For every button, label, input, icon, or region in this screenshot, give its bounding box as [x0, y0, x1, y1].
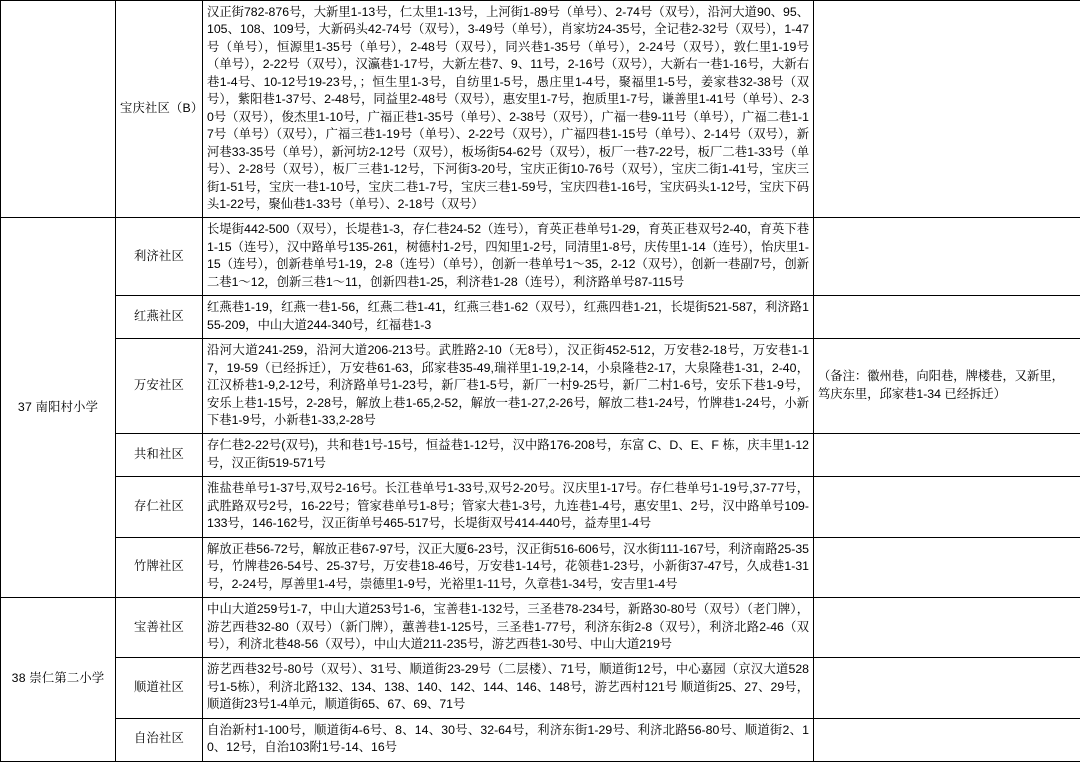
school-cell: 38 崇仁第二小学 [1, 598, 116, 762]
note-cell [814, 434, 1080, 477]
note-cell [814, 598, 1080, 658]
community-cell: 红燕社区 [116, 296, 203, 339]
community-cell: 宝善社区 [116, 598, 203, 658]
range-cell: 沿河大道241-259，沿河大道206-213号。武胜路2-10（无8号），汉正街452-512，万安巷2-18号，万安巷1-17，19-59（已经拆迁），万安巷61-63，邱家巷35-49,瑞祥里1-19,2-14，小泉隆巷2-17，大泉隆巷1-31，2-40，江汉桥巷1-9,2-12号，利济路单号1-23号，新厂巷1-5号，新厂一村9-25号，新厂二村1-6号，安乐下巷1-9号，安乐上巷1-15号，2-28号，解放上巷1-65,2-52，解放一巷1-27,2-26号，解放二巷1-24号，竹牌巷1-24号，小新下巷1-9号，小新巷1-33,2-28号 [203, 339, 814, 434]
table-body [1, 1, 1080, 762]
table-row [1, 218, 1080, 296]
community-cell: 宝庆社区（B） [116, 1, 203, 218]
note-cell: （备注：徽州巷，向阳巷，牌楼巷，又新里，笃庆东里，邱家巷1-34 已经拆迁） [814, 339, 1080, 434]
table-row [1, 296, 1080, 339]
community-cell: 存仁社区 [116, 477, 203, 537]
range-cell: 存仁巷2-22号(双号)，共和巷1号-15号，恒益巷1-12号，汉中路176-208号，东富 C、D、E、F 栋，庆丰里1-12号，汉正街519-571号 [203, 434, 814, 477]
range-cell: 红燕巷1-19，红燕一巷1-56，红燕二巷1-41，红燕三巷1-62（双号），红燕四巷1-21，长堤街521-587，利济路155-209，中山大道244-340号，红福巷1-3 [203, 296, 814, 339]
note-cell [814, 658, 1080, 718]
table-row [1, 339, 1080, 434]
note-cell [814, 296, 1080, 339]
community-cell: 竹牌社区 [116, 537, 203, 597]
range-cell: 汉正街782-876号，大新里1-13号，仁太里1-13号，上河街1-89号（单号）、2-74号（双号），沿河大道90、95、105、108、109号，大新码头42-74号（双号），3-49号（单号），肖家坊24-35号，全记巷2-32号（双号），1-47号（单号），恒源里1-35号（单号），2-48号（双号），同兴巷1-35号（单号），2-24号（双号），敦仁里1-19号（单号），2-22号（双号），汉瀛巷1-17号，大新左巷7、9、11号，2-16号（双号），大新右一巷1-16号，大新右巷1-4号、10-12号19-23号，；恒生里1-3号，自纺里1-5号，愚庄里1-4号，聚福里1-5号，姜家巷32-38号（双号），紫阳巷1-37号、2-48号，同益里2-48号（双号），惠安里1-7号，抱质里1-7号，谦善里1-41号（单号）、2-30号（双号），俊杰里1-10号，广福正巷1-35号（单号）、2-38号（双号），广福一巷9-11号（单号），广福二巷1-17号（单号）（双号），广福三巷1-19号（单号）、2-22号（双号），广福四巷1-15号（单号）、2-14号（双号），新河巷33-35号（单号），新河坊2-12号（双号），板场街54-62号（双号），板厂一巷7-22号，板厂二巷1-33号（单号）、2-28号（双号），板厂三巷1-12号，下河街3-20号，宝庆正街10-76号（双号），宝庆二街1-41号，宝庆三街1-51号，宝庆一巷1-10号，宝庆二巷1-7号，宝庆三巷1-59号，宝庆四巷1-16号，宝庆码头1-12号，宝庆下码头1-22号，聚仙巷1-33号（单号）、2-18号（双号） [203, 1, 814, 218]
community-cell: 顺道社区 [116, 658, 203, 718]
range-cell: 游艺西巷32号-80号（双号）、31号、顺道街23-29号（二层楼）、71号，顺道街12号，中心嘉园（京汉大道528号1-5栋），利济北路132、134、138、140、142、144、146、148号，游艺西村121号 顺道街25、27、29号，顺道街23号1-4单元，顺道街65、67、69、71号 [203, 658, 814, 718]
range-cell: 淮盐巷单号1-37号,双号2-16号。长江巷单号1-33号,双号2-20号。汉庆里1-17号。存仁巷单号1-19号,37-77号，武胜路双号2号，16-22号；管家巷单号1-8号；管家大巷1-3号，九连巷1-4号，惠安里1、2号，汉中路单号109-133号，146-162号，汉正街单号465-517号，长堤街双号414-440号，益寿里1-4号 [203, 477, 814, 537]
community-cell: 利济社区 [116, 218, 203, 296]
table-row [1, 718, 1080, 761]
community-cell: 自治社区 [116, 718, 203, 761]
range-cell: 自治新村1-100号，顺道街4-6号、8、14、30号、32-64号，利济东街1-29号、利济北路56-80号、顺道街2、10、12号，自治103附1号-14、16号 [203, 718, 814, 761]
note-cell [814, 718, 1080, 761]
range-cell: 解放正巷56-72号，解放正巷67-97号，汉正大厦6-23号，汉正街516-606号，汉水街111-167号，利济南路25-35号，竹牌巷26-54号、25-37号，万安巷18-46号，万安巷1-14号，花领巷1-23号，小新街37-47号，久成巷1-31号，2-24号，厚善里1-4号，崇德里1-9号，光裕里1-11号，久章巷1-34号，安吉里1-4号 [203, 537, 814, 597]
school-cell: 37 南阳村小学 [1, 218, 116, 598]
note-cell [814, 218, 1080, 296]
range-cell: 中山大道259号1-7，中山大道253号1-6，宝善巷1-132号，三圣巷78-234号，新路30-80号（双号）（老门牌），游艺西巷32-80（双号）（新门牌），蕙善巷1-125号，三圣巷1-77号，利济东街2-8（双号），利济北路2-46（双号），利济北巷48-56（双号），中山大道211-235号，游艺西巷1-30号、中山大道219号 [203, 598, 814, 658]
note-cell [814, 1, 1080, 218]
range-cell: 长堤街442-500（双号），长堤巷1-3，存仁巷24-52（连号），育英正巷单号1-29，育英正巷双号2-40，育英下巷1-15（连号），汉中路单号135-261，树德村1-2号，四知里1-2号，同清里1-8号，庆传里1-14（连号），怡庆里1-15（连号），创新巷单号1-19，2-8（连号）（单号），创新一巷单号1～35，2-12（双号），创新一巷副7号，创新二巷1～12，创新三巷1～11，创新四巷1-25，利济巷1-28（连号），利济路单号87-115号 [203, 218, 814, 296]
table-row [1, 658, 1080, 718]
table-row [1, 1, 1080, 218]
note-cell [814, 477, 1080, 537]
table-row [1, 598, 1080, 658]
table-row [1, 477, 1080, 537]
table-row [1, 434, 1080, 477]
school-cell [1, 1, 116, 218]
community-cell: 万安社区 [116, 339, 203, 434]
table-row [1, 537, 1080, 597]
community-cell: 共和社区 [116, 434, 203, 477]
note-cell [814, 537, 1080, 597]
